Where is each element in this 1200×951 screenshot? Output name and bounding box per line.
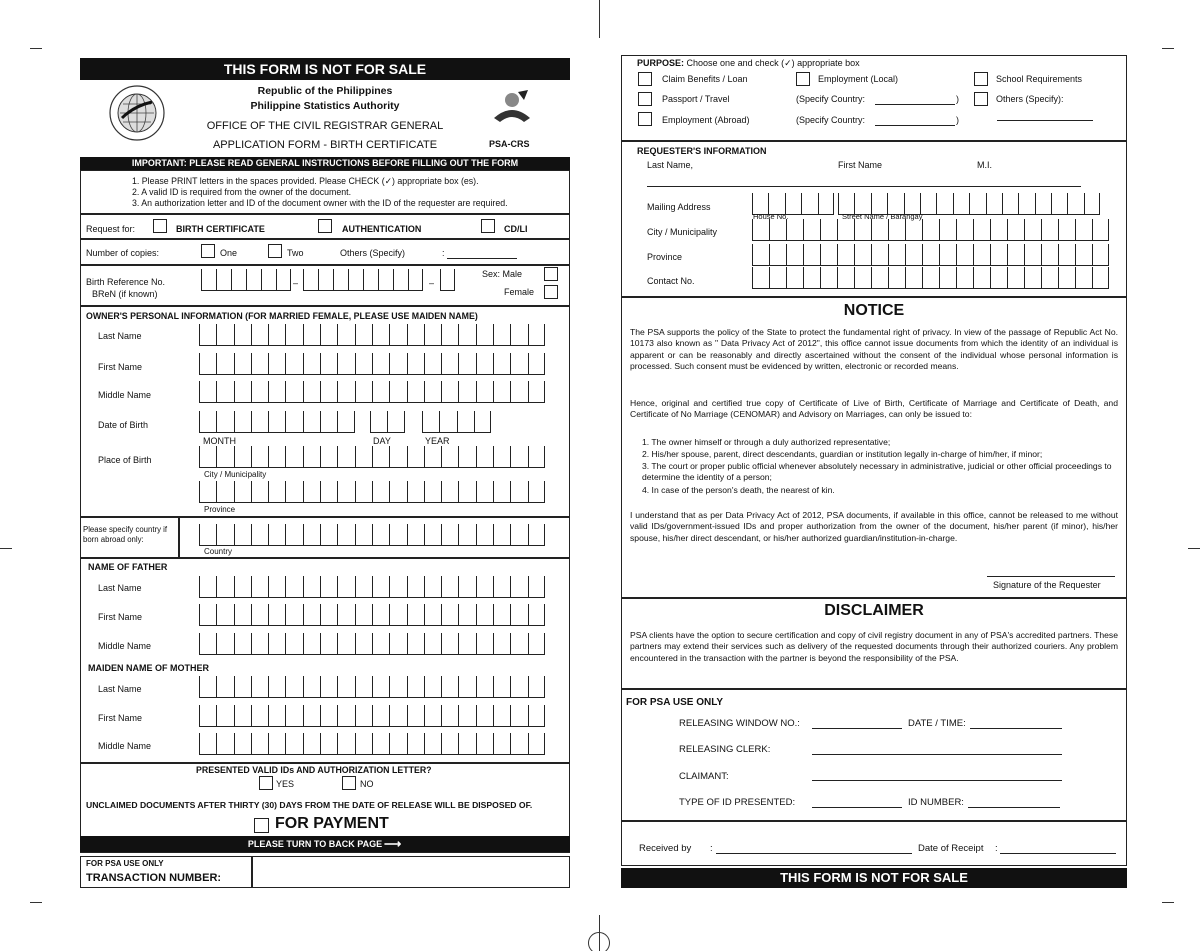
sex-male-checkbox[interactable]: [544, 267, 558, 281]
bren-sublabel: BReN (if known): [92, 289, 158, 299]
claimant-field[interactable]: [812, 780, 1062, 781]
requester-mi-label: M.I.: [977, 160, 992, 170]
purpose-employment-local-checkbox[interactable]: [796, 72, 810, 86]
front-psa-use-label: FOR PSA USE ONLY: [86, 859, 164, 868]
pob-province-boxes[interactable]: [199, 481, 545, 503]
bottom-not-for-sale-banner: THIS FORM IS NOT FOR SALE: [621, 868, 1127, 888]
crop-mark: [0, 548, 12, 549]
purpose-employment-abroad-label: Employment (Abroad): [662, 115, 750, 125]
disclaimer-title: DISCLAIMER: [824, 602, 924, 619]
requester-name-field[interactable]: [647, 186, 1081, 187]
owner-middle-name-label: Middle Name: [98, 390, 152, 400]
presented-ids-question: PRESENTED VALID IDs AND AUTHORIZATION LETTER?: [196, 765, 432, 775]
req-province-label: Province: [647, 252, 683, 262]
header-form-title: APPLICATION FORM - BIRTH CERTIFICATE: [212, 139, 438, 151]
bren-label: Birth Reference No.: [86, 277, 166, 287]
important-bar: IMPORTANT: PLEASE READ GENERAL INSTRUCTIONS BEFORE FILLING OUT THE FORM: [80, 157, 570, 170]
country-boxes[interactable]: [199, 524, 545, 546]
crop-mark: [1188, 548, 1200, 549]
requester-first-name-label: First Name: [838, 160, 883, 170]
unclaimed-notice: UNCLAIMED DOCUMENTS AFTER THIRTY (30) DAYS FROM THE DATE OF RELEASE WILL BE DISPOSED OF.: [86, 800, 533, 810]
crop-mark: [1162, 48, 1174, 49]
specify-country-1-field[interactable]: [875, 104, 955, 105]
contact-no-boxes[interactable]: [752, 267, 1109, 289]
father-first-name-label: First Name: [98, 612, 143, 622]
purpose-label: PURPOSE:: [637, 58, 685, 68]
instruction-3: 3. An authorization letter and ID of the document owner with the ID of the requester are required.: [132, 198, 508, 208]
turn-page-bar: [80, 836, 570, 852]
father-first-name-boxes[interactable]: [199, 604, 545, 626]
req-province-boxes[interactable]: [752, 244, 1109, 266]
date-time-field[interactable]: [970, 728, 1062, 729]
owner-middle-name-boxes[interactable]: [199, 381, 545, 403]
copies-one-checkbox[interactable]: [201, 244, 215, 258]
purpose-text: Choose one and check (✓) appropriate box: [686, 58, 860, 68]
cd-li-label: CD/LI: [504, 224, 528, 234]
type-of-id-label: TYPE OF ID PRESENTED:: [679, 797, 796, 808]
divider: [80, 264, 570, 266]
turn-page-text: PLEASE TURN TO BACK PAGE: [247, 839, 383, 849]
father-middle-name-boxes[interactable]: [199, 633, 545, 655]
crop-mark: [1162, 902, 1174, 903]
requester-last-name-label: Last Name,: [647, 160, 694, 170]
arrow-right-icon: ⟶: [384, 837, 402, 851]
specify-country-2: (Specify Country:: [796, 115, 866, 125]
sex-female-label: Female: [504, 287, 535, 297]
releasing-window-label: RELEASING WINDOW NO.:: [679, 718, 800, 729]
for-payment-label: FOR PAYMENT: [275, 815, 389, 832]
pob-city-caption: City / Municipality: [204, 470, 267, 479]
pob-province-caption: Province: [204, 505, 236, 514]
transaction-number-field[interactable]: [253, 858, 568, 886]
presented-yes-label: YES: [276, 779, 295, 789]
divider: [621, 820, 1127, 822]
signature-line[interactable]: [987, 576, 1115, 577]
req-city-label: City / Municipality: [647, 227, 718, 237]
owner-last-name-boxes[interactable]: [199, 324, 545, 346]
dob-year-caption: YEAR: [425, 436, 450, 446]
mother-first-name-boxes[interactable]: [199, 705, 545, 727]
dob-year-boxes[interactable]: [422, 411, 491, 433]
father-last-name-label: Last Name: [98, 583, 142, 593]
owner-heading: OWNER'S PERSONAL INFORMATION (FOR MARRIED FEMALE, PLEASE USE MAIDEN NAME): [86, 311, 478, 321]
notice-paragraph-3: I understand that as per Data Privacy Act of 2012, PSA documents, if available in this office, cannot be released to me without valid IDs/government-issued IDs and proper authorization from the owner of the document, his/her parent (if minor), his/her spouse, his/her direct descendant, or his/her authorized guardian/institution-in-charge.: [630, 510, 1118, 543]
purpose-employment-local-label: Employment (Local): [818, 74, 899, 84]
divider: [621, 688, 1127, 690]
mother-middle-name-boxes[interactable]: [199, 733, 545, 755]
divider: [80, 516, 570, 518]
releasing-clerk-field[interactable]: [812, 754, 1062, 755]
divider: [80, 238, 570, 240]
received-by-field[interactable]: [716, 853, 912, 854]
notice-list-item-2: 2. His/her spouse, parent, direct descendants, guardian or institution legally in-charge of him/her, if minor;: [642, 449, 1043, 459]
divider: [80, 305, 570, 307]
copies-others-label: Others (Specify): [340, 248, 406, 258]
purpose-row: [637, 58, 860, 69]
dob-day-caption: DAY: [373, 436, 391, 446]
dob-day-boxes[interactable]: [370, 411, 405, 433]
id-number-label: ID NUMBER:: [908, 797, 964, 808]
cd-li-checkbox[interactable]: [481, 219, 495, 233]
purpose-claim-benefits-label: Claim Benefits / Loan: [662, 74, 748, 84]
mailing-address-label: Mailing Address: [647, 202, 711, 212]
notice-list-item-4: 4. In case of the person's death, the nearest of kin.: [642, 485, 835, 495]
contact-no-label: Contact No.: [647, 276, 695, 286]
mother-heading: MAIDEN NAME OF MOTHER: [88, 663, 209, 673]
requester-heading: REQUESTER'S INFORMATION: [637, 146, 767, 156]
type-of-id-field[interactable]: [812, 807, 902, 808]
signature-label: Signature of the Requester: [993, 580, 1101, 590]
bren-part2-boxes[interactable]: [303, 269, 423, 291]
transaction-number-label: TRANSACTION NUMBER:: [86, 872, 222, 884]
registration-mark-icon: [588, 932, 610, 951]
birth-certificate-label: BIRTH CERTIFICATE: [176, 224, 265, 234]
releasing-clerk-label: RELEASING CLERK:: [679, 744, 771, 755]
releasing-window-field[interactable]: [812, 728, 902, 729]
for-payment-checkbox[interactable]: [254, 818, 269, 833]
notice-paragraph-2: Hence, original and certified true copy of Certificate of Live of Birth, Certificate of Marriage and Certificate of Death, and Certificate of No Marriage (CENOMAR) and Advisory on Marriages, can only be issued to:: [630, 398, 1118, 420]
instruction-2: 2. A valid ID is required from the owner of the document.: [132, 187, 352, 197]
instruction-1: 1. Please PRINT letters in the spaces provided. Please CHECK (✓) appropriate box (es).: [132, 176, 479, 186]
notice-list-item-3: 3. The court or proper public official whenever absolutely necessary in administrative, judicial or other official proceedings to determine the identity of a person;: [642, 461, 1112, 483]
divider: [621, 597, 1127, 599]
owner-first-name-boxes[interactable]: [199, 353, 545, 375]
street-caption: Street Name / Barangay: [842, 212, 923, 221]
crop-mark: [30, 48, 42, 49]
date-time-label: DATE / TIME:: [908, 718, 966, 729]
psa-crs-code: PSA-CRS: [489, 139, 530, 149]
divider: [80, 557, 570, 559]
req-city-boxes[interactable]: [752, 219, 1109, 241]
purpose-others-label: Others (Specify):: [996, 94, 1064, 104]
bren-dash-1: –: [293, 278, 299, 288]
copies-others-field[interactable]: [447, 258, 517, 259]
purpose-others-checkbox[interactable]: [974, 92, 988, 106]
specify-country-1: (Specify Country:: [796, 94, 866, 104]
authentication-checkbox[interactable]: [318, 219, 332, 233]
purpose-passport-checkbox[interactable]: [638, 92, 652, 106]
psa-crs-logo: [490, 88, 534, 130]
date-of-receipt-label: Date of Receipt: [918, 843, 984, 854]
birth-certificate-checkbox[interactable]: [153, 219, 167, 233]
notice-list-item-1: 1. The owner himself or through a duly authorized representative;: [642, 437, 891, 447]
dob-month-caption: MONTH: [203, 436, 236, 446]
received-by-label: Received by: [639, 843, 692, 854]
father-heading: NAME OF FATHER: [88, 562, 168, 572]
presented-no-checkbox[interactable]: [342, 776, 356, 790]
mother-last-name-label: Last Name: [98, 684, 142, 694]
specify-country-2-field[interactable]: [875, 125, 955, 126]
not-for-sale-banner: THIS FORM IS NOT FOR SALE: [80, 58, 570, 80]
header-ocrg: OFFICE OF THE CIVIL REGISTRAR GENERAL: [206, 120, 444, 132]
request-for-label: Request for:: [86, 224, 136, 234]
purpose-others-field[interactable]: [997, 120, 1093, 121]
sex-female-checkbox[interactable]: [544, 285, 558, 299]
mother-first-name-label: First Name: [98, 713, 143, 723]
copies-two-checkbox[interactable]: [268, 244, 282, 258]
divider: [621, 296, 1127, 298]
copies-colon: :: [442, 248, 445, 258]
divider: [80, 213, 570, 215]
authentication-label: AUTHENTICATION: [342, 224, 422, 234]
back-psa-use-label: FOR PSA USE ONLY: [626, 697, 724, 708]
notice-paragraph-1: The PSA supports the policy of the State to protect the fundamental right of privacy. In view of the passage of Republic Act No. 10173 also known as " Data Privacy Act of 2012", this office cannot issue documents from which the identity of an individual is apparent or can be reasonably and directly ascertained without the consent of the individual whose personal information is processed. Such consent must be evidenced by written, electronic or recorded means.: [630, 327, 1118, 372]
crop-mark: [30, 902, 42, 903]
divider: [621, 140, 1127, 142]
header-republic: Republic of the Philippines: [257, 85, 393, 97]
psa-seal-logo: [108, 84, 166, 142]
dob-month-boxes[interactable]: [199, 411, 355, 433]
id-number-field[interactable]: [968, 807, 1060, 808]
mother-middle-name-label: Middle Name: [98, 741, 152, 751]
header-psa: Philippine Statistics Authority: [250, 100, 400, 112]
sex-male-label: Sex: Male: [482, 269, 523, 279]
country-caption: Country: [204, 547, 233, 556]
disclaimer-text: PSA clients have the option to secure certification and copy of civil registry document in any of PSA's accredited partners. These partners may extend their services such as delivery of the requested documents through their authorized couriers. Any problem encountered in the transaction with the partner is beyond the responsibility of the PSA.: [630, 630, 1118, 663]
divider: [80, 762, 570, 764]
claimant-label: CLAIMANT:: [679, 771, 729, 782]
specify-country-2-close: ): [956, 115, 959, 125]
owner-last-name-label: Last Name: [98, 331, 142, 341]
bren-dash-2: –: [429, 278, 435, 288]
presented-no-label: NO: [360, 779, 374, 789]
date-of-receipt-colon: :: [995, 843, 998, 854]
purpose-passport-label: Passport / Travel: [662, 94, 730, 104]
father-middle-name-label: Middle Name: [98, 641, 152, 651]
date-of-receipt-field[interactable]: [1000, 853, 1116, 854]
purpose-school-label: School Requirements: [996, 74, 1083, 84]
place-of-birth-label: Place of Birth: [98, 455, 152, 465]
purpose-school-checkbox[interactable]: [974, 72, 988, 86]
presented-yes-checkbox[interactable]: [259, 776, 273, 790]
notice-title: NOTICE: [843, 302, 905, 319]
divider: [178, 516, 180, 557]
copies-two-label: Two: [287, 248, 304, 258]
purpose-claim-benefits-checkbox[interactable]: [638, 72, 652, 86]
crop-mark: [599, 0, 600, 38]
father-last-name-boxes[interactable]: [199, 576, 545, 598]
mother-last-name-boxes[interactable]: [199, 676, 545, 698]
owner-first-name-label: First Name: [98, 362, 143, 372]
date-of-birth-label: Date of Birth: [98, 420, 149, 430]
copies-one-label: One: [220, 248, 238, 258]
specify-country-1-close: ): [956, 94, 959, 104]
pob-city-boxes[interactable]: [199, 446, 545, 468]
copies-label: Number of copies:: [86, 248, 160, 258]
country-note: Please specify country if born abroad only:: [83, 525, 168, 544]
received-by-colon: :: [710, 843, 713, 854]
bren-part1-boxes[interactable]: [201, 269, 291, 291]
bren-part3-boxes[interactable]: [440, 269, 455, 291]
purpose-employment-abroad-checkbox[interactable]: [638, 112, 652, 126]
house-no-caption: House No.: [753, 212, 789, 221]
